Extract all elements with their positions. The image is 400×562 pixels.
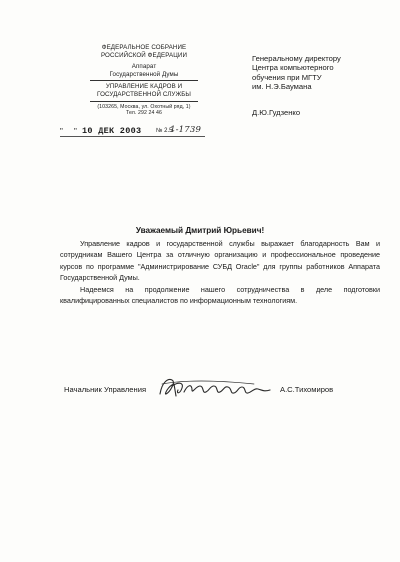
date-stamp: 10 ДЕК 2003 <box>82 126 142 136</box>
reference-line <box>60 126 210 138</box>
addressee-name: Д.Ю.Гудзенко <box>252 108 301 117</box>
letterhead-divider <box>90 101 198 102</box>
addressee-line: им. Н.Э.Баумана <box>252 82 312 92</box>
reference-number-prefix: № 2.5- <box>156 128 175 134</box>
handwritten-signature <box>154 372 274 402</box>
body-paragraph: Надеемся на продолжение нашего сотрудничества в деле подготовки квалифицированных специалистов по информационным технологиям. <box>60 284 380 306</box>
signatory-name: А.С.Тихомиров <box>280 385 334 394</box>
addressee-line: Центра компьютерного <box>252 63 334 73</box>
signature-block <box>64 372 384 402</box>
letterhead-divider <box>90 80 198 81</box>
letterhead-address: (103265, Москва, ул. Охотный ряд, 1) <box>97 103 191 110</box>
letterhead-line: ГОСУДАРСТВЕННОЙ СЛУЖБЫ <box>96 90 192 98</box>
addressee-block <box>252 54 382 92</box>
addressee-line: Генеральному директору <box>252 54 341 63</box>
addressee-line: обучения при МГТУ <box>252 72 322 82</box>
letterhead-line: УПРАВЛЕНИЕ КАДРОВ И <box>105 83 183 91</box>
reference-underline <box>60 136 205 137</box>
letterhead-phone: Тел. 292 24 46 <box>126 109 162 116</box>
body-paragraph: Управление кадров и государственной службы выражает благодарность Вам и сотрудникам Вашего Центра за отличную организацию и профессиональное проведение курсов по программе "Администрирование СУБД Oracle" для группы работников Аппарата Государственной Думы. <box>60 239 380 283</box>
reference-dash: " <box>74 127 77 136</box>
salutation: Уважаемый Дмитрий Юрьевич! <box>135 226 265 235</box>
letter-body <box>60 238 380 306</box>
reference-dash: " <box>60 127 63 136</box>
signatory-title: Начальник Управления <box>64 385 147 394</box>
letterhead-line: РОССИЙСКОЙ ФЕДЕРАЦИИ <box>100 51 188 59</box>
letterhead <box>84 44 204 116</box>
reference-number-handwritten: 1-1739 <box>170 125 202 135</box>
letterhead-line: Аппарат <box>131 63 157 71</box>
letterhead-line: ФЕДЕРАЛЬНОЕ СОБРАНИЕ <box>101 44 187 51</box>
letterhead-line: Государственной Думы <box>109 70 179 78</box>
